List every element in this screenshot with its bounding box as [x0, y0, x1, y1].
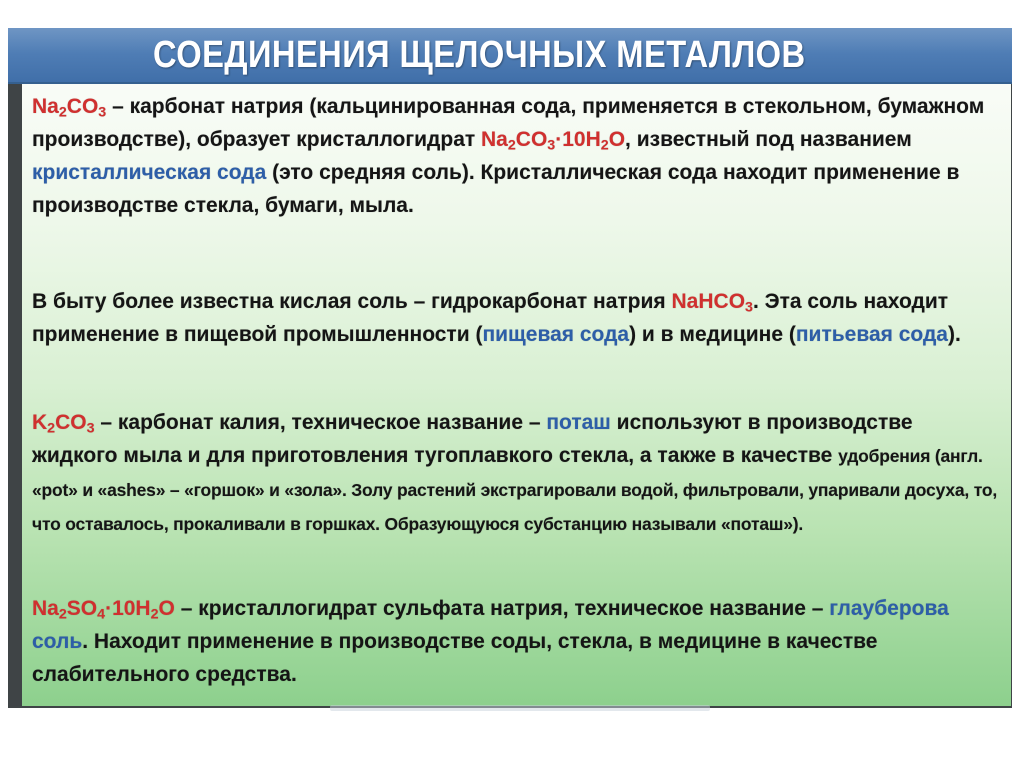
- formula-sodium-bicarbonate: NaHCO$_3$: [671, 290, 753, 316]
- paragraph-potassium-carbonate: [32, 406, 998, 541]
- paragraph-note: удобрения (англ. «pot» и «ashes» – «горшок» и «зола». Золу растений экстрагировали водой, фильтровали, упаривали досуха, то, что оставалось, прокаливали в горшках. Образующуюся субстанцию называли «поташ»).: [32, 446, 998, 534]
- paragraph-text: В быту более известна кислая соль – гидрокарбонат натрия: [32, 290, 672, 313]
- formula-sodium-carbonate: $Na_2CO_3$: [32, 95, 107, 121]
- paragraph-text: . Находит применение в производстве соды, стекла, в медицине в качестве слабительного средства.: [32, 630, 878, 686]
- paragraph-text: . Эта соль находит применение в пищевой промышленности (: [32, 290, 949, 346]
- term-drinking-soda: питьевая сода: [795, 323, 948, 346]
- content-panel: [22, 84, 1011, 706]
- paragraph-sodium-bicarbonate: [32, 285, 998, 351]
- paragraph-text: – кристаллогидрат сульфата натрия, техническое название –: [174, 597, 830, 620]
- paragraph-text: используют в производстве жидкого мыла и для приготовления тугоплавкого стекла, а также в качестве: [32, 411, 913, 467]
- title-bar: [8, 28, 1012, 84]
- paragraph-glauber-salt: [32, 592, 998, 691]
- term-crystal-soda: кристаллическая сода: [32, 161, 267, 184]
- paragraph-text: – карбонат калия, техническое название –: [94, 411, 547, 434]
- cropped-footer-text: [330, 705, 710, 711]
- term-baking-soda: пищевая сода: [482, 323, 630, 346]
- paragraph-text: ) и в медицине (: [629, 323, 796, 346]
- formula-potassium-carbonate: $K_2CO_3$: [32, 411, 95, 437]
- paragraph-text: – карбонат натрия (кальцинированная сода, применяется в стекольном, бумажном производстве), образует кристаллогидрат: [32, 95, 985, 151]
- paragraph-text: , известный под названием: [625, 128, 912, 151]
- slide-title: СОЕДИНЕНИЯ ЩЕЛОЧНЫХ МЕТАЛЛОВ: [153, 34, 806, 76]
- paragraph-text: (это средняя соль). Кристаллическая сода находит применение в производстве стекла, бумаги, мыла.: [32, 161, 960, 217]
- formula-sodium-sulfate-hydrate: $Na_2SO_4\cdot 10H_2O$: [32, 597, 175, 623]
- paragraph-sodium-carbonate: [32, 90, 998, 222]
- term-glauber-salt: глауберова соль: [32, 597, 949, 653]
- formula-soda-crystal-hydrate: $Na_2CO_3\cdot 10H_2O$: [481, 128, 626, 154]
- paragraph-text: ).: [947, 323, 961, 346]
- term-potash: поташ: [546, 411, 611, 434]
